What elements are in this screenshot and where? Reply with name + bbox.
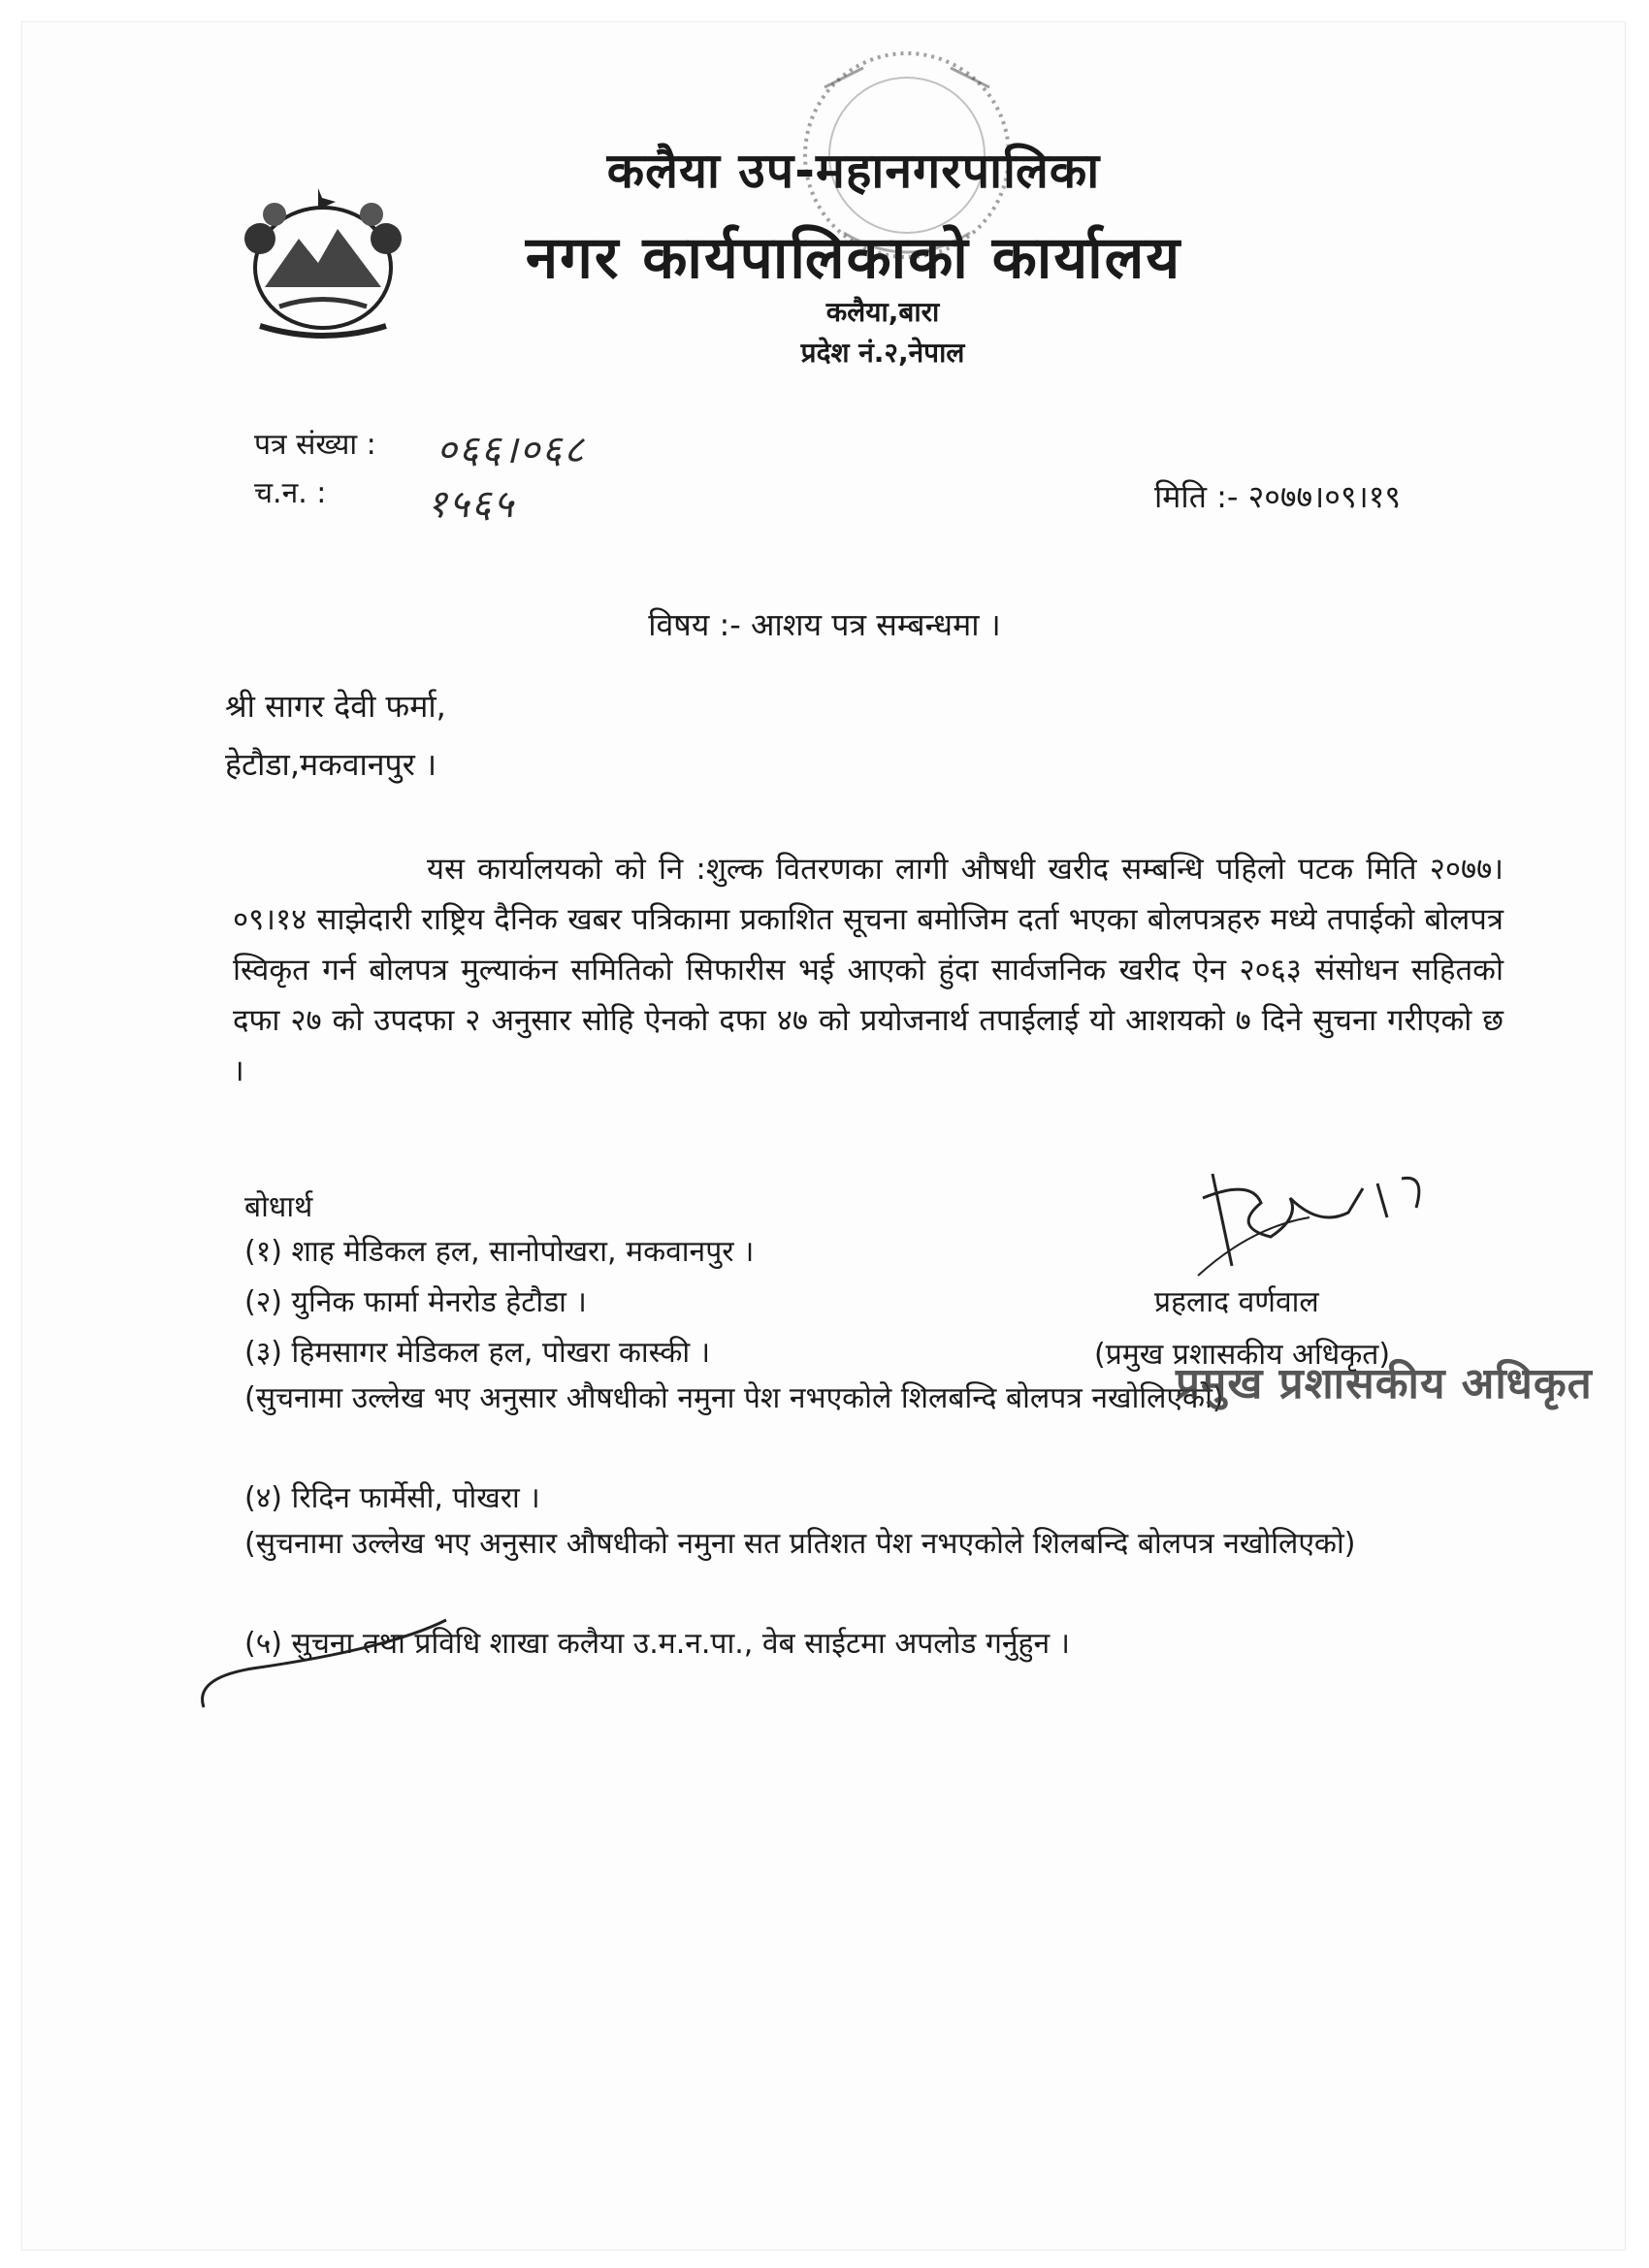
pen-stroke-icon [194,1610,582,1717]
letter-number-label: पत्र संख्या : [254,428,376,462]
letter-body [233,844,1504,1096]
letter-body-text: यस कार्यालयको को नि :शुल्क वितरणका लागी औषधी खरीद सम्बन्धि पहिलो पटक मिति २०७७।०९।१४ साझेदारी राष्ट्रिय दैनिक खबर पत्रिकामा प्रकाशित सूचना बमोजिम दर्ता भएका बोलपत्रहरु मध्ये तपाईको बोलपत्र स्विकृत गर्न बोलपत्र मुल्याकंन समितिको सिफारीस भई आएको हुंदा सार्वजनिक खरीद ऐन २०६३ संसोधन सहितको दफा २७ को उपदफा २ अनुसार सोहि ऐनको दफा ४७ को प्रयोजनार्थ तपाईलाई यो आशयको ७ दिने सुचना गरीएको छ । [233,852,1504,1088]
dispatch-number-value: १५६५ [427,482,516,527]
cc-note-4: (सुचनामा उल्लेख भए अनुसार औषधीको नमुना सत प्रतिशत पेश नभएकोले शिलबन्दि बोलपत्र नखोलिएको) [244,1527,1356,1561]
office-location: कलैया,बारा [825,296,940,328]
cc-item-2: (२) युनिक फार्मा मेनरोड हेटौडा । [244,1285,587,1319]
cc-item-1: (१) शाह मेडिकल हल, सानोपोखरा, मकवानपुर । [244,1235,755,1269]
signatory-title: (प्रमुख प्रशासकीय अधिकृत) [1094,1338,1391,1372]
handwritten-signature-icon [1193,1159,1484,1285]
office-name: नगर कार्यपालिकाको कार्यालय [525,224,1182,292]
cc-item-3: (३) हिमसागर मेडिकल हल, पोखरा कास्की । [244,1336,711,1370]
letter-subject: विषय :- आशय पत्र सम्बन्धमा । [648,606,1001,643]
cc-label: बोधार्थ [244,1190,313,1224]
cc-note-3: (सुचनामा उल्लेख भए अनुसार औषधीको नमुना पेश नभएकोले शिलबन्दि बोलपत्र नखोलिएको) [244,1381,1224,1415]
letter-date: मिति :- २०७७।०९।१९ [1154,478,1402,515]
dispatch-number-label: च.न. : [254,476,327,510]
designation-stamp: प्रमुख प्रशासकीय अधिकृत [1176,1359,1593,1409]
recipient-name: श्री सागर देवी फर्मा, [225,688,446,725]
signatory-name: प्रहलाद वर्णवाल [1154,1285,1319,1319]
office-province: प्रदेश नं.२,नेपाल [800,337,965,369]
cc-item-5: (५) सुचना तथा प्रविधि शाखा कलैया उ.म.न.पा., वेब साईटमा अपलोड गर्नुहुन । [244,1627,1071,1661]
nepal-emblem-icon [221,180,425,345]
municipality-name: कलैया उप-महानगरपालिका [606,143,1101,199]
cc-item-4: (४) रिदिन फार्मेसी, पोखरा । [244,1481,540,1515]
letter-number-value: ०६६।०६८ [436,428,586,472]
recipient-address: हेटौडा,मकवानपुर । [225,746,437,783]
